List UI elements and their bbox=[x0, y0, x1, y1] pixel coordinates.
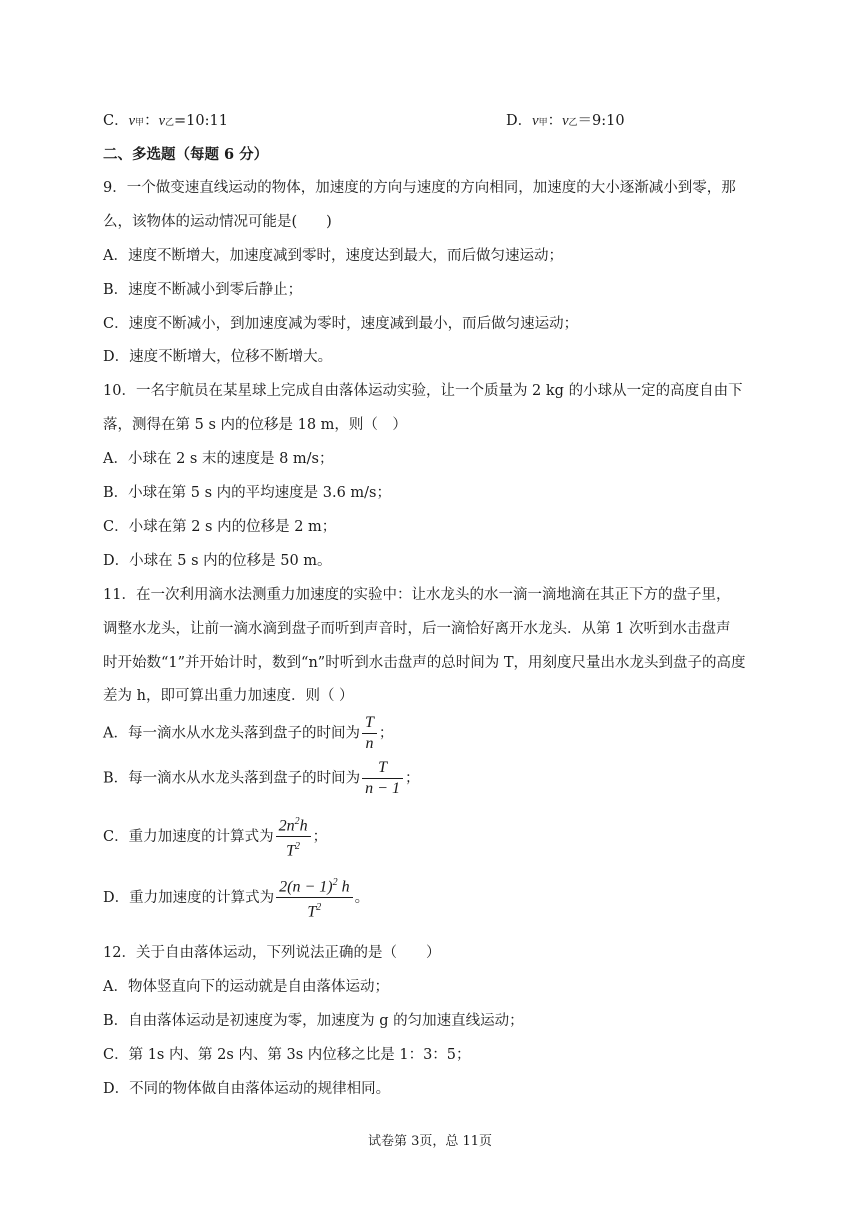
option-label: C． bbox=[103, 113, 129, 129]
q10-option-b: B．小球在第 5 s 内的平均速度是 3.6 m/s； bbox=[103, 485, 392, 501]
q9-option-c: C．速度不断减小，到加速度减为零时，速度减到最小，而后做匀速运动； bbox=[103, 316, 579, 332]
q8-option-d bbox=[506, 111, 625, 133]
q12-option-a: A．物体竖直向下的运动就是自由落体运动； bbox=[103, 979, 389, 995]
den-part: T bbox=[307, 903, 317, 921]
denominator bbox=[276, 837, 311, 861]
q11-stem-line4: 差为 h，即可算出重力加速度．则（ ） bbox=[103, 688, 354, 704]
q12-option-c: C．第 1s 内、第 2s 内、第 3s 内位移之比是 1：3：5； bbox=[103, 1047, 471, 1063]
q12-stem: 12．关于自由落体运动，下列说法正确的是（ ） bbox=[103, 945, 441, 961]
q10-option-c: C．小球在第 2 s 内的位移是 2 m； bbox=[103, 519, 337, 535]
separator: ： bbox=[144, 113, 159, 129]
exponent: 2 bbox=[332, 877, 338, 888]
section-heading: 二、多选题（每题 6 分） bbox=[103, 146, 269, 163]
var-v: v bbox=[128, 113, 136, 129]
option-text: B．每一滴水从水龙头落到盘子的时间为 bbox=[103, 770, 361, 787]
var-v: v bbox=[532, 113, 539, 129]
num-part: h bbox=[299, 817, 308, 835]
denominator bbox=[276, 898, 352, 922]
q10-stem-line2: 落，测得在第 5 s 内的位移是 18 m，则（ ） bbox=[103, 417, 407, 433]
denominator: n bbox=[365, 735, 374, 752]
exponent: 2 bbox=[295, 841, 301, 853]
subscript: 乙 bbox=[568, 118, 578, 128]
punct: ； bbox=[378, 725, 394, 742]
punct: ； bbox=[312, 828, 328, 845]
q9-stem-line1: 9．一个做变速直线运动的物体，加速度的方向与速度的方向相同，加速度的大小逐渐减小到零，那 bbox=[103, 180, 736, 196]
q9-stem-line2: 么，该物体的运动情况可能是( ) bbox=[103, 214, 332, 230]
option-text: D．重力加速度的计算式为 bbox=[103, 889, 275, 906]
q11-option-d bbox=[103, 873, 369, 923]
exponent: 2 bbox=[294, 816, 300, 827]
q12-option-d: D．不同的物体做自由落体运动的规律相同。 bbox=[103, 1081, 391, 1097]
option-text: C．重力加速度的计算式为 bbox=[103, 828, 274, 845]
q11-option-a bbox=[103, 713, 393, 754]
numerator: T bbox=[362, 713, 377, 734]
subscript: 甲 bbox=[538, 118, 548, 128]
q9-option-d: D．速度不断增大，位移不断增大。 bbox=[103, 349, 333, 365]
q8-option-c bbox=[103, 111, 625, 133]
den-part: T bbox=[286, 842, 296, 860]
num-part: 2(n − 1) bbox=[279, 878, 333, 896]
fraction-t-over-n bbox=[362, 713, 377, 754]
q11-option-b bbox=[103, 758, 419, 799]
punct: ； bbox=[404, 770, 420, 787]
exponent: 2 bbox=[316, 902, 322, 914]
q10-option-a: A．小球在 2 s 末的速度是 8 m/s； bbox=[103, 451, 334, 467]
ratio-value: ＝9:10 bbox=[577, 113, 625, 129]
numerator bbox=[276, 812, 311, 837]
q9-option-b: B．速度不断减小到零后静止； bbox=[103, 282, 303, 298]
option-text: A．每一滴水从水龙头落到盘子的时间为 bbox=[103, 725, 360, 742]
q11-stem-line3: 时开始数“1”并开始计时，数到“n”时听到水击盘声的总时间为 T，用刻度尺量出水龙头到盘子的高度 bbox=[103, 655, 746, 671]
q10-stem-line1: 10．一名宇航员在某星球上完成自由落体运动实验，让一个质量为 2 kg 的小球从一定的高度自由下 bbox=[103, 383, 743, 399]
q11-option-c bbox=[103, 812, 327, 862]
numerator bbox=[276, 873, 352, 898]
q11-stem-line2: 调整水龙头，让前一滴水滴到盘子而听到声音时，后一滴恰好离开水龙头．从第 1 次听到水击盘声 bbox=[103, 621, 731, 637]
q10-option-d: D．小球在 5 s 内的位移是 50 m。 bbox=[103, 553, 332, 569]
separator: ： bbox=[547, 113, 563, 129]
punct: 。 bbox=[354, 889, 370, 906]
numerator: T bbox=[362, 758, 403, 779]
q12-option-b: B．自由落体运动是初速度为零，加速度为 g 的匀加速直线运动； bbox=[103, 1013, 524, 1029]
var-v: v bbox=[562, 113, 569, 129]
denominator: n − 1 bbox=[365, 780, 400, 797]
page-footer: 试卷第 3页，总 11页 bbox=[367, 1134, 493, 1149]
option-label: D． bbox=[506, 113, 533, 129]
q9-option-a: A．速度不断增大，加速度减到零时，速度达到最大，而后做匀速运动； bbox=[103, 248, 563, 264]
subscript: 乙 bbox=[165, 118, 175, 128]
ratio-value: =10:11 bbox=[174, 113, 228, 129]
subscript: 甲 bbox=[135, 118, 145, 128]
var-v: v bbox=[158, 113, 165, 129]
fraction-formula-c bbox=[276, 812, 311, 862]
fraction-formula-d bbox=[276, 873, 352, 923]
q11-stem-line1: 11．在一次利用滴水法测重力加速度的实验中：让水龙头的水一滴一滴地滴在其正下方的盘子里， bbox=[103, 587, 731, 603]
num-part: 2n bbox=[278, 817, 295, 835]
fraction-t-over-n-minus-1 bbox=[362, 758, 403, 799]
num-part: h bbox=[337, 878, 350, 896]
